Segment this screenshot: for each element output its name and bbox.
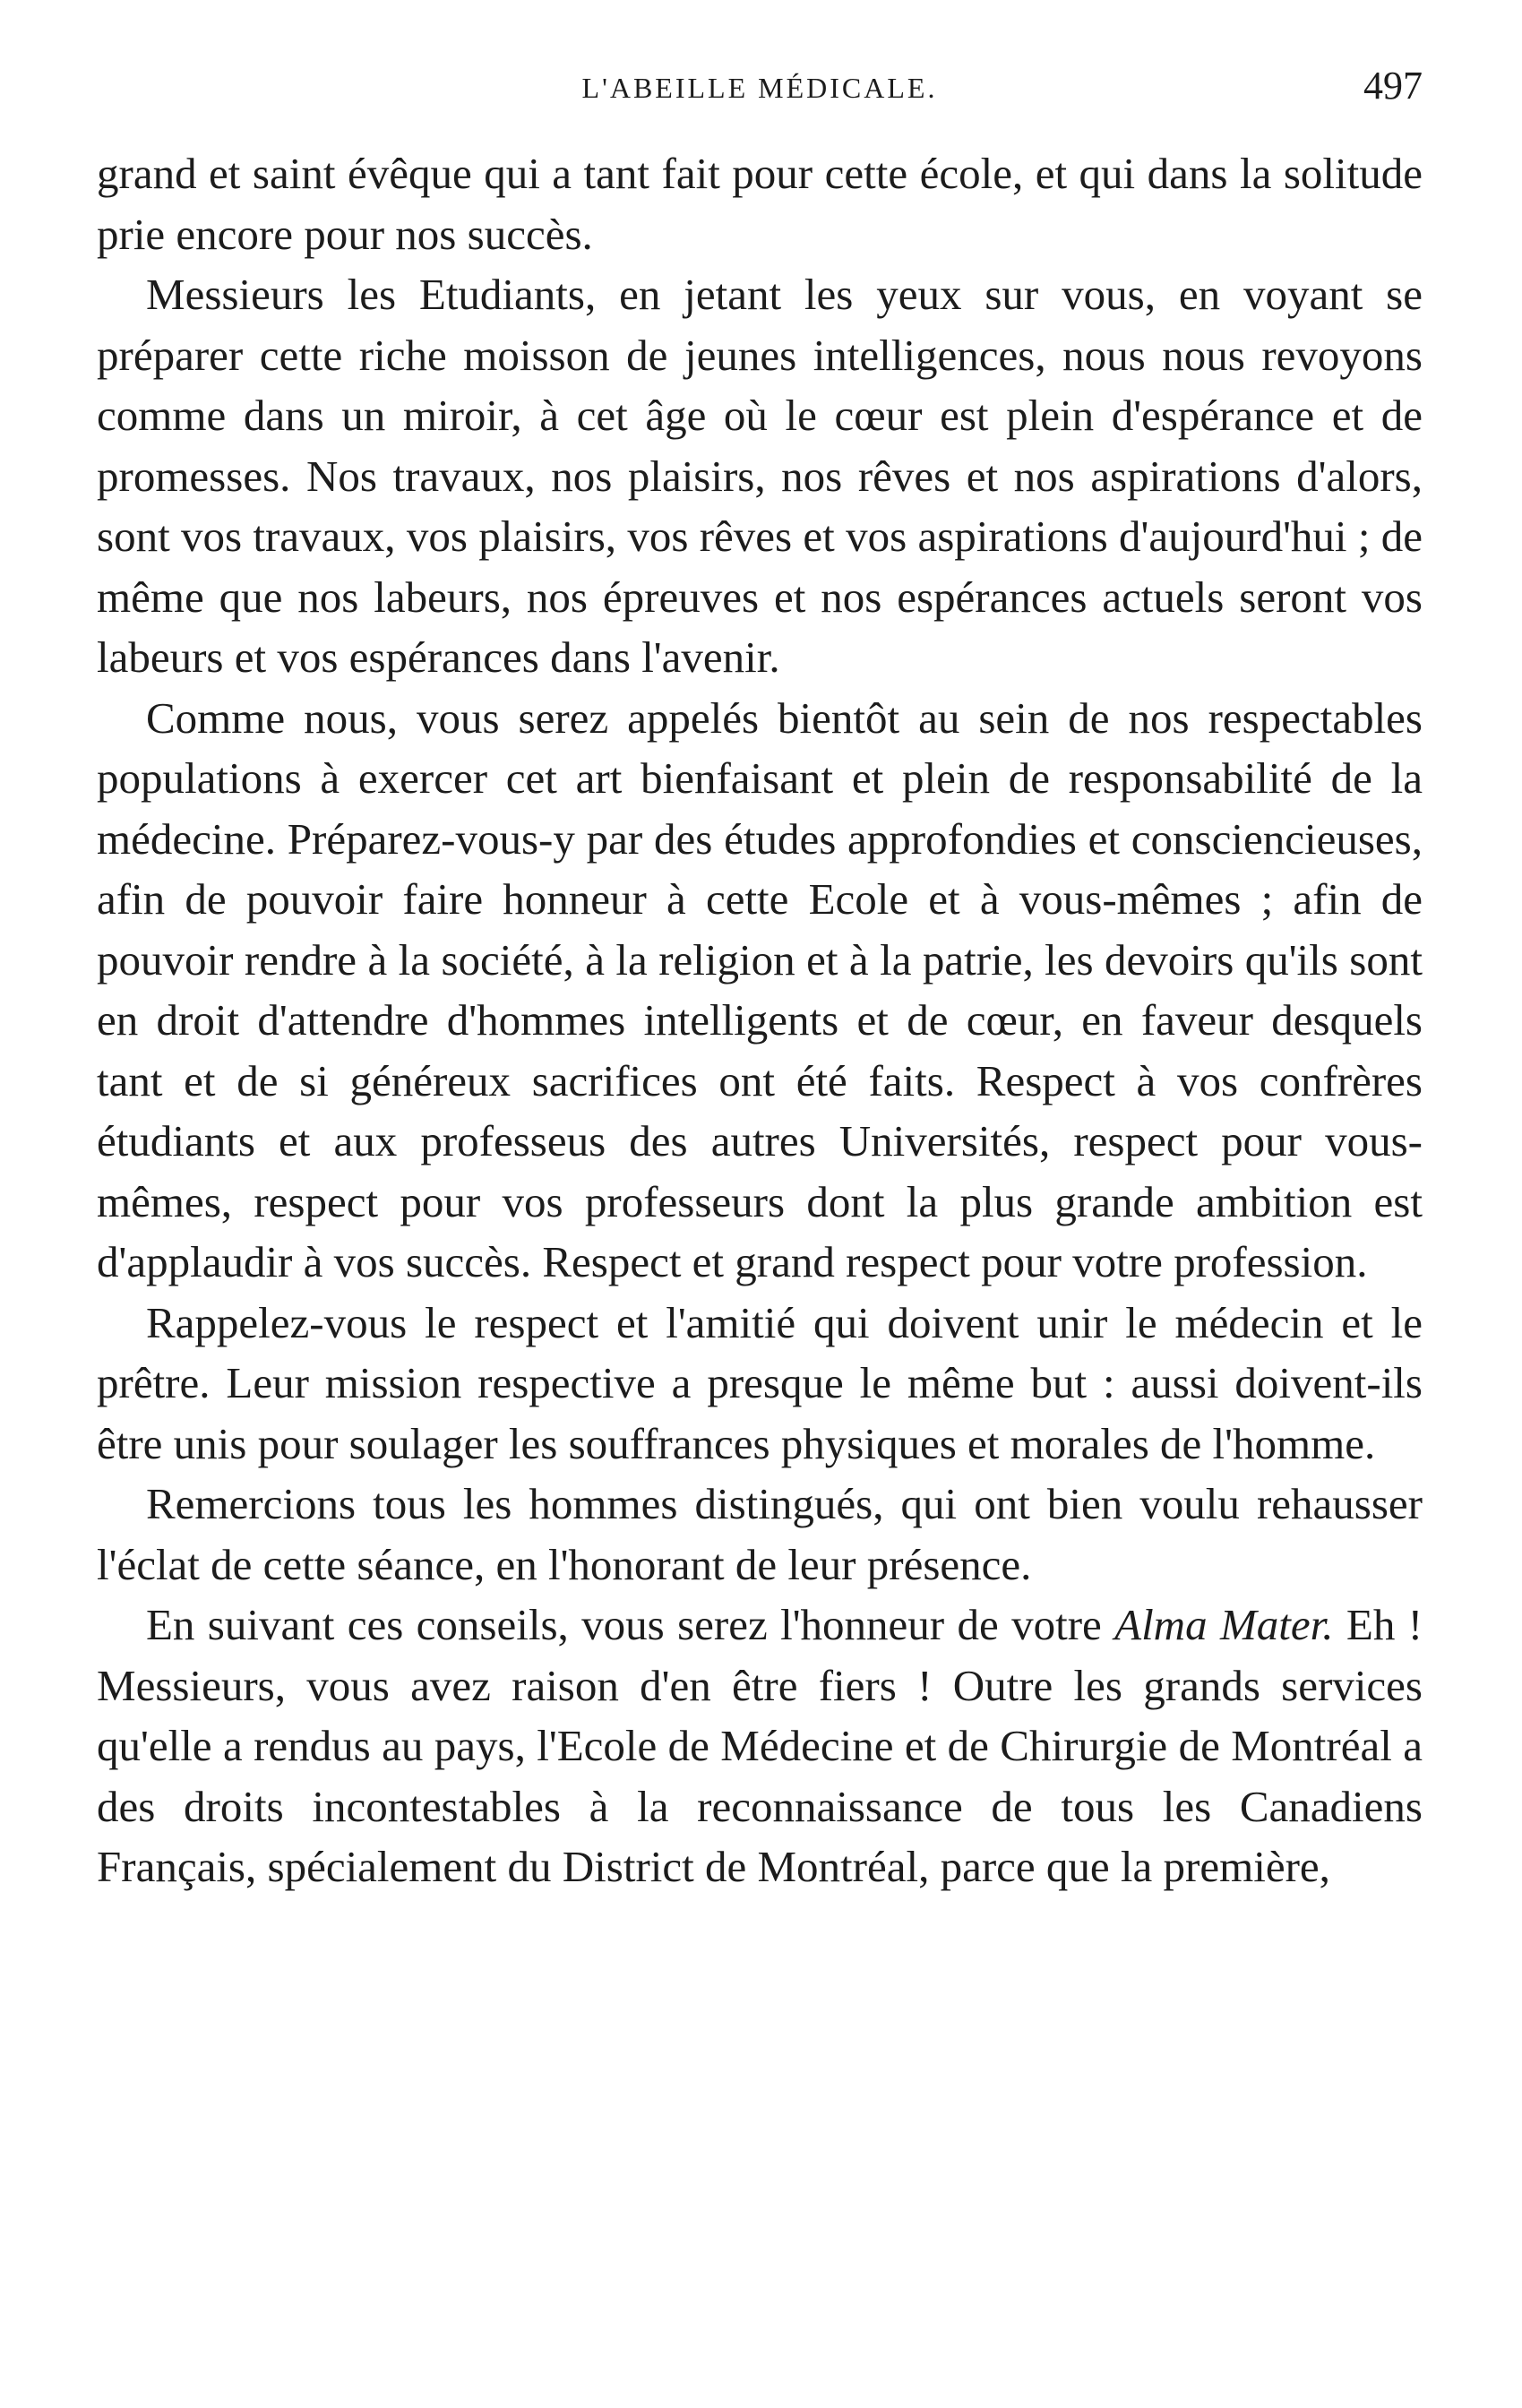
running-header (97, 63, 1423, 116)
alma-mater-text-after: Eh ! Messieurs, vous avez raison d'en être fiers ! Outre les grands services qu'elle a rendus au pays, l'Ecole de Médecine et de Chirurgie de Montréal a des droits incontestables à la reconnaissance de tous les Canadiens Français, spécialement du District de Montréal, parce que la première, (97, 1600, 1423, 1891)
page-number: 497 (1363, 64, 1423, 108)
running-title: L'ABEILLE MÉDICALE. (581, 72, 938, 104)
paragraph-physician-priest: Rappelez-vous le respect et l'amitié qui doivent unir le médecin et le prêtre. Leur mission respective a presque le même but : aussi doivent-ils être unis pour soulager les souffrances physiques et morales de l'homme. (97, 1297, 1423, 1468)
alma-mater-italic: Alma Mater. (1114, 1600, 1334, 1649)
paragraph-respect: Comme nous, vous serez appelés bientôt au sein de nos respectables populations à exercer cet art bienfaisant et plein de responsabilité de la médecine. Préparez-vous-y par des études approfondies et consciencieuses, afin de pouvoir faire honneur à cette Ecole et à vous-mêmes ; afin de pouvoir rendre à la société, à la religion et à la patrie, les devoirs qu'ils sont en droit d'attendre d'hommes intelligents et de cœur, en faveur desquels tant et de si généreux sacrifices ont été faits. Respect à vos confrères étudiants et aux professeus des autres Universités, respect pour vous-mêmes, respect pour vos professeurs dont la plus grande ambition est d'applaudir à vos succès. Respect et grand respect pour votre profession. (97, 692, 1423, 1286)
book-page (97, 63, 1423, 1897)
paragraph-thanks: Remercions tous les hommes distingués, qui ont bien voulu rehausser l'éclat de cette séance, en l'honorant de leur présence. (97, 1479, 1423, 1589)
paragraph-continued: grand et saint évêque qui a tant fait pour cette école, et qui dans la solitude prie encore pour nos succès. (97, 149, 1423, 259)
alma-mater-text-before: En suivant ces conseils, vous serez l'honneur de votre (146, 1600, 1115, 1649)
paragraph-alma-mater (97, 1595, 1423, 1897)
body-text (97, 143, 1423, 1897)
paragraph-students: Messieurs les Etudiants, en jetant les yeux sur vous, en voyant se préparer cette riche moisson de jeunes intelligences, nous nous revoyons comme dans un miroir, à cet âge où le cœur est plein d'espérance et de promesses. Nos travaux, nos plaisirs, nos rêves et nos aspirations d'alors, sont vos travaux, vos plaisirs, vos rêves et vos aspirations d'aujourd'hui ; de même que nos labeurs, nos épreuves et nos espérances actuels seront vos labeurs et vos espérances dans l'avenir. (97, 270, 1423, 682)
